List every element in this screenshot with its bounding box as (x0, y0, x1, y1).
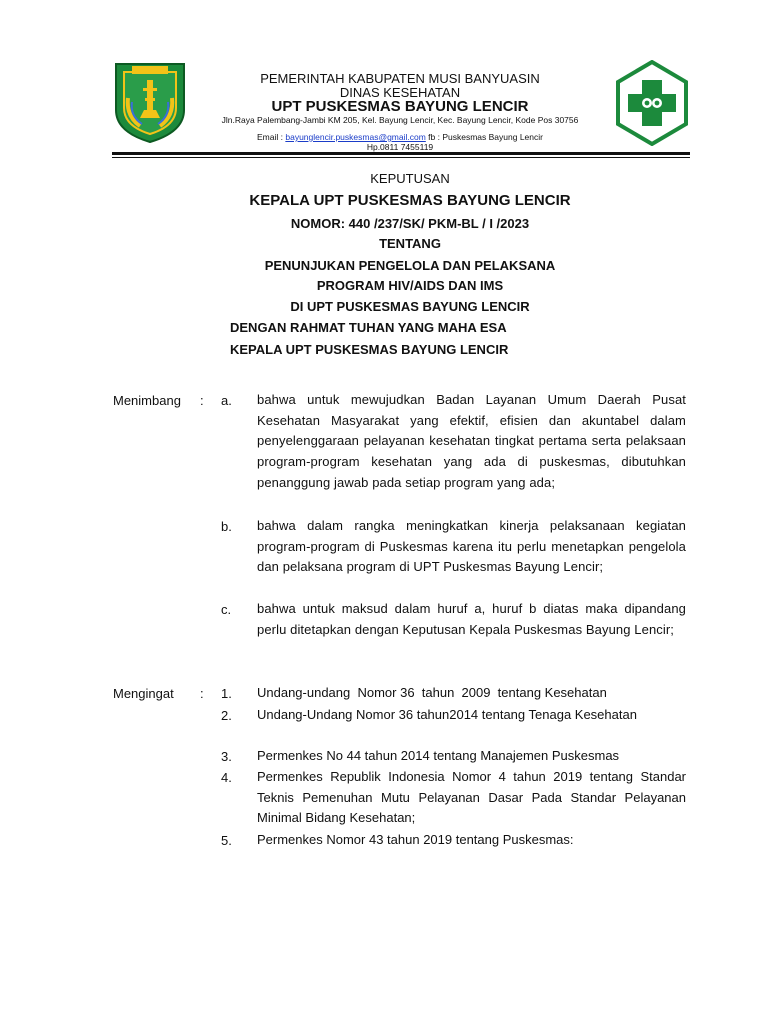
doc-number: NOMOR: 440 /237/SK/ PKM-BL / I /2023 (290, 216, 530, 231)
header-phone: Hp.0811 7455119 (366, 142, 434, 152)
doc-type: KEPUTUSAN (370, 171, 450, 186)
menimbang-item-c: bahwa untuk maksud dalam huruf a, huruf b diatas maka dipandang perlu ditetapkan dengan Keputusan Kepala Puskesmas Bayung Lencir; (257, 601, 686, 637)
mengingat-item-5: Permenkes Nomor 43 tahun 2019 tentang Puskesmas: (257, 832, 574, 847)
mengingat-marker-4: 4. (221, 770, 232, 785)
doc-subject-line-3: DI UPT PUSKESMAS BAYUNG LENCIR (290, 299, 530, 314)
header-divider (112, 152, 690, 155)
header-address: Jln.Raya Palembang-Jambi KM 205, Kel. Bayung Lencir, Kec. Bayung Lencir, Kode Pos 30756 (221, 115, 579, 125)
mengingat-marker-2: 2. (221, 708, 232, 723)
doc-tentang: TENTANG (379, 236, 441, 251)
mengingat-item-2: Undang-Undang Nomor 36 tahun2014 tentang Tenaga Kesehatan (257, 707, 637, 722)
menimbang-item-a: bahwa untuk mewujudkan Badan Layanan Umum Daerah Pusat Kesehatan Masyarakat yang efektif, efisien dan akuntabel dalam penyelenggaraan pelayanan kesehatan tingkat pertama serta pelaksaan program-program kesehatan yang ada di puskesmas, dibutuhkan penanggung jawab pada setiap program yang ada; (257, 392, 686, 490)
mengingat-item-1: Undang-undang Nomor 36 tahun 2009 tentang Kesehatan (257, 685, 607, 700)
menimbang-marker-b: b. (221, 519, 232, 534)
doc-invocation: DENGAN RAHMAT TUHAN YANG MAHA ESA (230, 320, 507, 335)
menimbang-colon: : (200, 393, 204, 408)
email-link[interactable]: bayunglencir.puskesmas@gmail.com (285, 132, 426, 142)
facebook-label: fb : Puskesmas Bayung Lencir (425, 132, 543, 142)
header-institution: UPT PUSKESMAS BAYUNG LENCIR (271, 98, 529, 115)
menimbang-marker-c: c. (221, 602, 232, 617)
email-label: Email : (257, 132, 286, 142)
doc-issuer-repeat: KEPALA UPT PUSKESMAS BAYUNG LENCIR (230, 342, 509, 357)
header-department: DINAS KESEHATAN (339, 85, 461, 100)
doc-subject-line-2: PROGRAM HIV/AIDS DAN IMS (316, 278, 504, 293)
menimbang-item-b: bahwa dalam rangka meningkatkan kinerja pelaksanaan kegiatan program-program di Puskesmas karena itu perlu menetapkan pengelola dan pelaksana program di UPT Puskesmas Bayung Lencir; (257, 518, 686, 575)
musi-banyuasin-emblem-icon (110, 58, 190, 144)
mengingat-item-4: Permenkes Republik Indonesia Nomor 4 tahun 2019 tentang Standar Teknis Pemenuhan Mutu Pelayanan Dasar Pada Standar Pelayanan Minimal Bidang Kesehatan; (257, 769, 686, 826)
mengingat-marker-5: 5. (221, 833, 232, 848)
mengingat-label: Mengingat (113, 686, 174, 701)
header-contact (200, 132, 600, 142)
header-government: PEMERINTAH KABUPATEN MUSI BANYUASIN (260, 71, 540, 86)
menimbang-label: Menimbang (113, 393, 181, 408)
puskesmas-cross-icon (614, 60, 690, 146)
mengingat-colon: : (200, 686, 204, 701)
doc-subject-line-1: PENUNJUKAN PENGELOLA DAN PELAKSANA (264, 258, 556, 273)
header-divider-thin (112, 157, 690, 158)
mengingat-marker-1: 1. (221, 686, 232, 701)
menimbang-marker-a: a. (221, 393, 232, 408)
mengingat-marker-3: 3. (221, 749, 232, 764)
doc-issuer: KEPALA UPT PUSKESMAS BAYUNG LENCIR (249, 192, 571, 209)
mengingat-item-3: Permenkes No 44 tahun 2014 tentang Manajemen Puskesmas (257, 748, 620, 763)
